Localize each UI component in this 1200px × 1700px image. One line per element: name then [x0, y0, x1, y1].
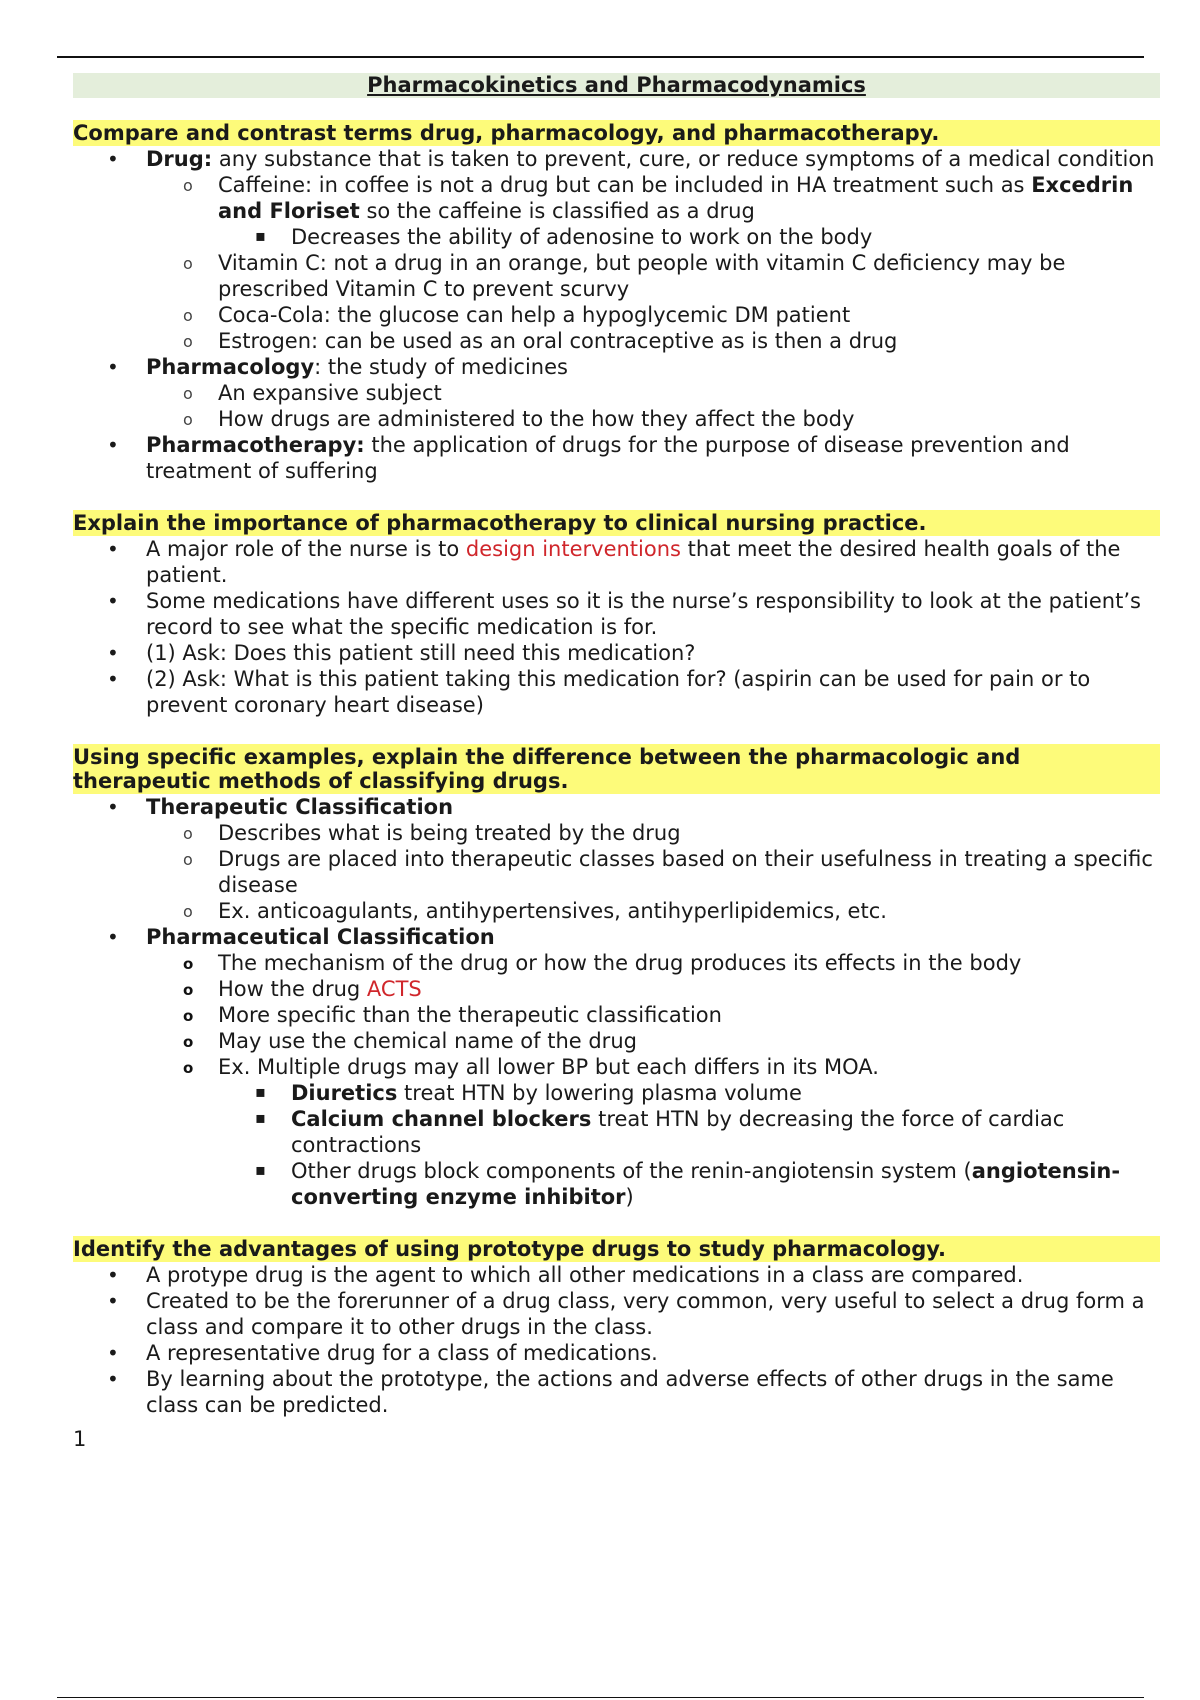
term-pharmaceutical: Pharmaceutical Classification	[146, 925, 495, 949]
renin-angiotensin-text-end: )	[625, 1185, 634, 1209]
list-item-pharmaceutical-2	[73, 976, 1160, 1002]
term-diuretics: Diuretics	[291, 1081, 398, 1105]
list-item-different-uses	[73, 588, 1160, 640]
list-item-adenosine	[73, 224, 1160, 250]
bullet-icon: •	[107, 641, 119, 665]
circle-bullet-icon: o	[183, 1007, 194, 1025]
circle-bullet-icon: o	[183, 902, 193, 921]
list-item-therapeutic	[73, 794, 1160, 820]
circle-bullet-icon: o	[183, 1033, 194, 1051]
list-item-therapeutic-2	[73, 846, 1160, 898]
term-drug: Drug:	[146, 147, 213, 171]
list-item-pharmacotherapy	[73, 432, 1160, 484]
circle-bullet-icon: o	[183, 176, 193, 195]
nurse-role-text: A major role of the nurse is to	[146, 537, 466, 561]
list-item-pharmaceutical-3	[73, 1002, 1160, 1028]
prototype-list	[73, 1262, 1160, 1418]
therapeutic-3-text: Ex. anticoagulants, antihypertensives, antihyperlipidemics, etc.	[218, 899, 887, 923]
list-item-pharmaceutical	[73, 924, 1160, 950]
pharmacology-definition: : the study of medicines	[314, 355, 568, 379]
bullet-icon: •	[107, 433, 119, 457]
circle-bullet-icon: o	[183, 1059, 194, 1077]
pharmacotherapy-definition: the application of drugs for the purpose of disease prevention and treatment of suffering	[146, 433, 1070, 483]
bullet-icon: •	[107, 147, 119, 171]
bullet-icon: •	[107, 1263, 119, 1287]
list-item-prototype-1	[73, 1262, 1160, 1288]
list-item-coca-cola	[73, 302, 1160, 328]
section-heading-nursing: Explain the importance of pharmacotherapy to clinical nursing practice.	[73, 510, 1160, 536]
caffeine-text-end: so the caffeine is classified as a drug	[359, 199, 755, 223]
pharmaceutical-2-text: How the drug	[218, 977, 367, 1001]
section-gap	[73, 1210, 1160, 1236]
bullet-icon: •	[107, 795, 119, 819]
caffeine-brands: Excedrin and Floriset	[218, 173, 1134, 223]
top-rule	[57, 56, 1144, 58]
list-item-administered	[73, 406, 1160, 432]
ask-1-text: (1) Ask: Does this patient still need this medication?	[146, 641, 696, 665]
square-bullet-icon: ▪	[255, 226, 266, 245]
list-item-estrogen	[73, 328, 1160, 354]
square-bullet-icon: ▪	[255, 1108, 266, 1127]
circle-bullet-icon: o	[183, 981, 194, 999]
circle-bullet-icon: o	[183, 955, 194, 973]
therapeutic-1-text: Describes what is being treated by the drug	[218, 821, 681, 845]
circle-bullet-icon: o	[183, 824, 193, 843]
drug-definition: any substance that is taken to prevent, cure, or reduce symptoms of a medical condition	[212, 147, 1155, 171]
renin-angiotensin-text: Other drugs block components of the renin-angiotensin system (	[291, 1159, 972, 1183]
acts-highlight: ACTS	[366, 977, 422, 1001]
term-calcium-channel-blockers: Calcium channel blockers	[291, 1107, 592, 1131]
therapeutic-2-text: Drugs are placed into therapeutic classes based on their usefulness in treating a specific disease	[218, 847, 1153, 897]
list-item-caffeine	[73, 172, 1160, 224]
bottom-rule	[57, 1697, 1144, 1698]
terms-list	[73, 146, 1160, 484]
diuretics-text: treat HTN by lowering plasma volume	[397, 1081, 802, 1105]
list-item-therapeutic-3	[73, 898, 1160, 924]
pharmaceutical-3-text: More specific than the therapeutic classification	[218, 1003, 722, 1027]
pharmaceutical-4-text: May use the chemical name of the drug	[218, 1029, 637, 1053]
list-item-ask-2	[73, 666, 1160, 718]
list-item-prototype-3	[73, 1340, 1160, 1366]
caffeine-text: Caffeine: in coffee is not a drug but can be included in HA treatment such as	[218, 173, 1032, 197]
circle-bullet-icon: o	[183, 384, 193, 403]
list-item-ask-1	[73, 640, 1160, 666]
adenosine-text: Decreases the ability of adenosine to work on the body	[291, 225, 873, 249]
list-item-prototype-2	[73, 1288, 1160, 1340]
list-item-pharmacology	[73, 354, 1160, 380]
circle-bullet-icon: o	[183, 410, 193, 429]
page-number: 1	[73, 1427, 87, 1451]
design-interventions-highlight: design interventions	[465, 537, 681, 561]
nurse-role-text-end: that meet the desired health goals of the patient.	[146, 537, 1121, 587]
pharmaceutical-1-text: The mechanism of the drug or how the drug produces its effects in the body	[218, 951, 1022, 975]
document-page	[73, 73, 1160, 1452]
list-item-therapeutic-1	[73, 820, 1160, 846]
bullet-icon: •	[107, 355, 119, 379]
list-item-vitamin-c	[73, 250, 1160, 302]
ask-2-text: (2) Ask: What is this patient taking this medication for? (aspirin can be used for pain or to prevent coronary heart disease)	[146, 667, 1091, 717]
term-therapeutic: Therapeutic Classification	[146, 795, 454, 819]
bullet-icon: •	[107, 667, 119, 691]
list-item-pharmaceutical-5	[73, 1054, 1160, 1080]
section-gap	[73, 718, 1160, 744]
term-pharmacology: Pharmacology	[146, 355, 315, 379]
term-pharmacotherapy: Pharmacotherapy:	[146, 433, 365, 457]
vitamin-c-text: Vitamin C: not a drug in an orange, but people with vitamin C deficiency may be prescribed Vitamin C to prevent scurvy	[218, 251, 1066, 301]
circle-bullet-icon: o	[183, 850, 193, 869]
estrogen-text: Estrogen: can be used as an oral contraceptive as is then a drug	[218, 329, 898, 353]
list-item-diuretics	[73, 1080, 1160, 1106]
prototype-4-text: By learning about the prototype, the actions and adverse effects of other drugs in the same class can be predicted.	[146, 1367, 1114, 1417]
list-item-drug	[73, 146, 1160, 172]
expansive-text: An expansive subject	[218, 381, 442, 405]
bullet-icon: •	[107, 537, 119, 561]
list-item-calcium-channel-blockers	[73, 1106, 1160, 1158]
calcium-channel-blockers-text: treat HTN by decreasing the force of cardiac contractions	[291, 1107, 1065, 1157]
list-item-renin-angiotensin	[73, 1158, 1160, 1210]
different-uses-text: Some medications have different uses so it is the nurse’s responsibility to look at the patient’s record to see what the specific medication is for.	[146, 589, 1141, 639]
section-heading-terms: Compare and contrast terms drug, pharmacology, and pharmacotherapy.	[73, 120, 1160, 146]
bullet-icon: •	[107, 1367, 119, 1391]
list-item-pharmaceutical-4	[73, 1028, 1160, 1054]
bullet-icon: •	[107, 589, 119, 613]
list-item-nurse-role	[73, 536, 1160, 588]
circle-bullet-icon: o	[183, 306, 193, 325]
section-heading-classification: Using specific examples, explain the difference between the pharmacologic and therapeutic methods of classifying drugs.	[73, 744, 1160, 794]
section-heading-prototype: Identify the advantages of using prototype drugs to study pharmacology.	[73, 1236, 1160, 1262]
circle-bullet-icon: o	[183, 332, 193, 351]
coca-cola-text: Coca-Cola: the glucose can help a hypoglycemic DM patient	[218, 303, 851, 327]
circle-bullet-icon: o	[183, 254, 193, 273]
classification-list	[73, 794, 1160, 1210]
nursing-list	[73, 536, 1160, 718]
bullet-icon: •	[107, 1341, 119, 1365]
list-item-pharmaceutical-1	[73, 950, 1160, 976]
square-bullet-icon: ▪	[255, 1160, 266, 1179]
prototype-1-text: A protype drug is the agent to which all other medications in a class are compared.	[146, 1263, 1024, 1287]
bullet-icon: •	[107, 1289, 119, 1313]
bullet-icon: •	[107, 925, 119, 949]
prototype-2-text: Created to be the forerunner of a drug class, very common, very useful to select a drug form a class and compare it to other drugs in the class.	[146, 1289, 1145, 1339]
list-item-prototype-4	[73, 1366, 1160, 1418]
administered-text: How drugs are administered to the how they affect the body	[218, 407, 855, 431]
section-gap	[73, 484, 1160, 510]
pharmaceutical-5-text: Ex. Multiple drugs may all lower BP but each differs in its MOA.	[218, 1055, 879, 1079]
prototype-3-text: A representative drug for a class of medications.	[146, 1341, 658, 1365]
square-bullet-icon: ▪	[255, 1082, 266, 1101]
term-ace-inhibitor: angiotensin-converting enzyme inhibitor	[291, 1159, 1121, 1209]
list-item-expansive	[73, 380, 1160, 406]
document-title: Pharmacokinetics and Pharmacodynamics	[73, 73, 1160, 98]
